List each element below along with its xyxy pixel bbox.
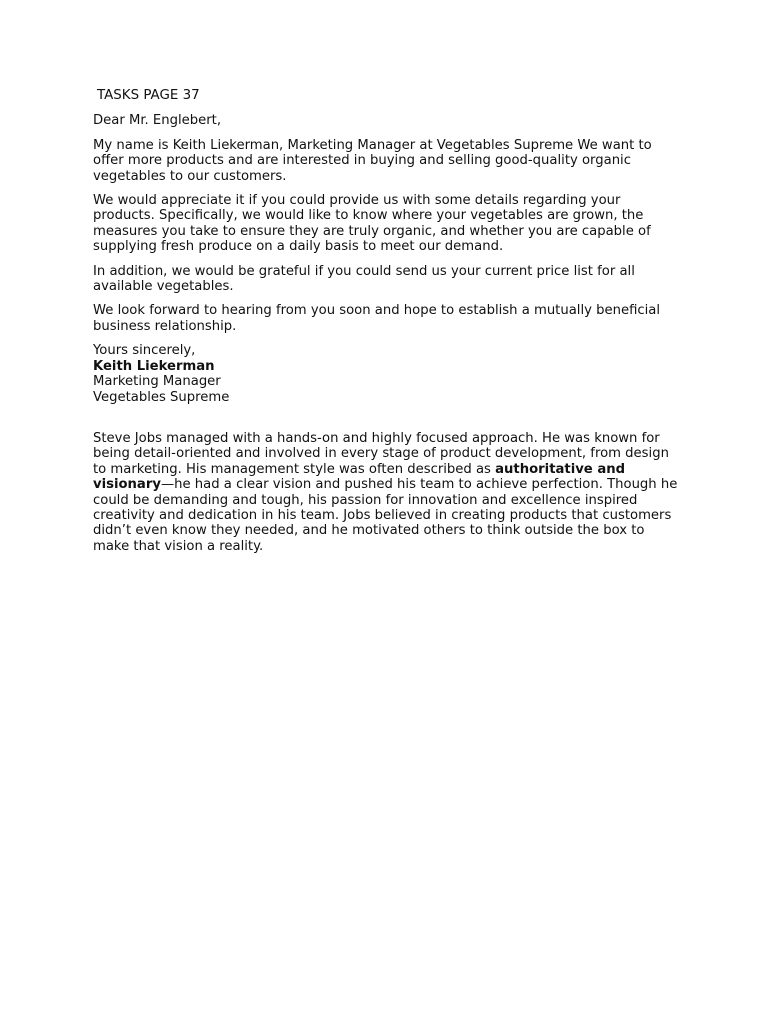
essay-text-part-2: —he had a clear vision and pushed his team to achieve perfection. Though he could be demanding and tough, his passion for innovation and excellence inspired creativity and dedication in his team. Jobs believed in creating products that customers didn’t even know they needed, and he motivated others to think outside the box to make that vision a reality. [93,477,678,554]
letter-paragraph-3: In addition, we would be grateful if you could send us your current price list for all available vegetables. [93,263,635,295]
letter-paragraph-1: My name is Keith Liekerman, Marketing Manager at Vegetables Supreme We want to offer more products and are interested in buying and selling good-quality organic vegetables to our customers. [93,137,652,184]
signature-company: Vegetables Supreme [93,389,230,405]
letter-closing-block [93,343,683,405]
closing-phrase: Yours sincerely, [93,343,196,359]
essay-text-part-1: Steve Jobs managed with a hands-on and highly focused approach. He was known for being detail-oriented and involved in every stage of product development, from design to marketing. His management style was often described as [93,430,669,477]
page-heading: TASKS PAGE 37 [97,88,200,103]
salutation: Dear Mr. Englebert, [93,113,222,129]
letter-paragraph-4: We look forward to hearing from you soon and hope to establish a mutually beneficial business relationship. [93,303,661,334]
document-page [93,88,683,563]
signature-title: Marketing Manager [93,374,221,390]
letter-paragraph-2: We would appreciate it if you could provide us with some details regarding your products. Specifically, we would like to know where your vegetables are grown, the measures you take to ensure they are truly organic, and whether you are capable of supplying fresh produce on a daily basis to meet our demand. [93,193,651,255]
section-spacer [93,405,683,431]
signature-name: Keith Liekerman [93,358,215,374]
essay-paragraph [93,431,683,554]
essay-bold-phrase: authoritative and visionary [93,461,626,493]
